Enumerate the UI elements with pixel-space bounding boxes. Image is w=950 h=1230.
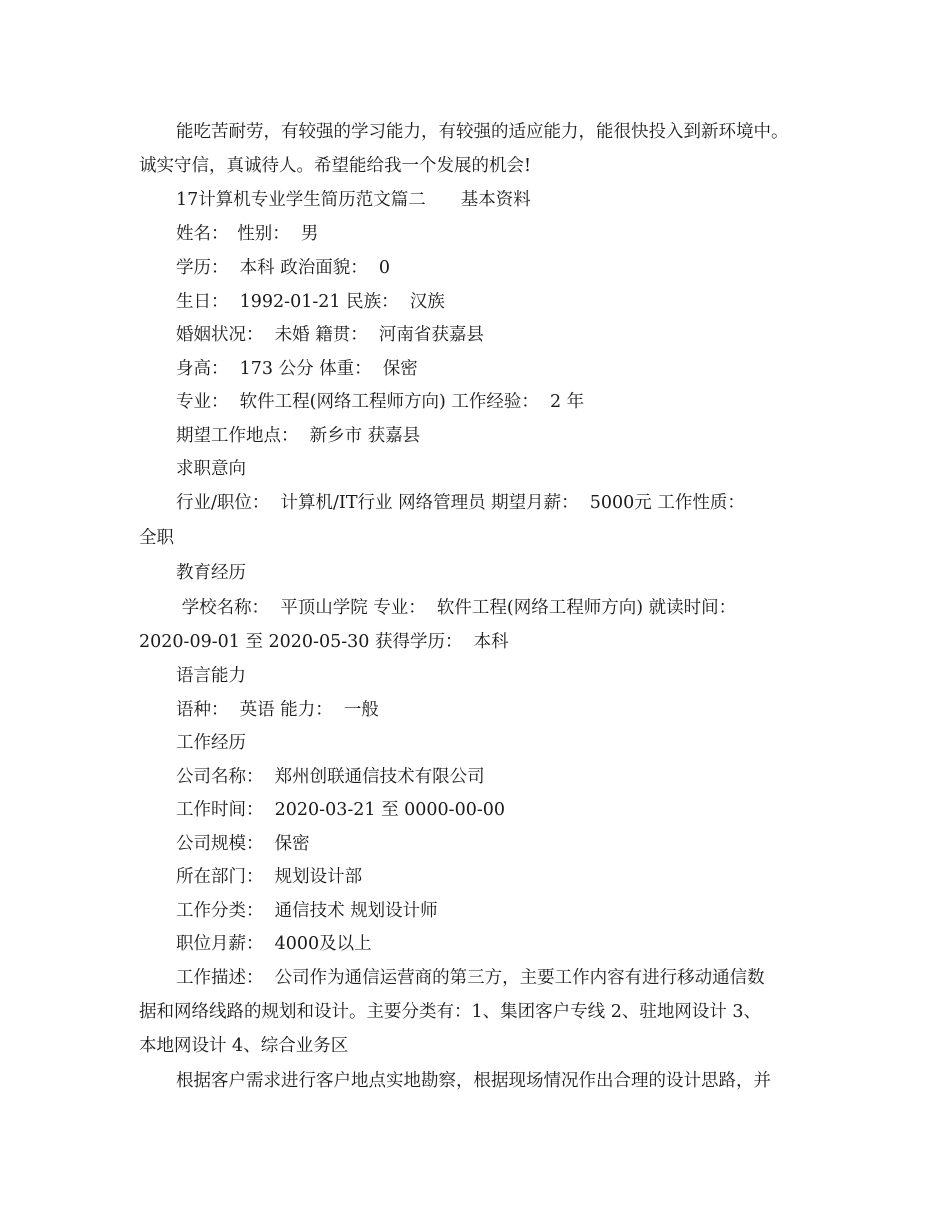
field-line: 姓名： 性别： 男 [176, 224, 319, 244]
section-heading: 工作经历 [176, 733, 246, 753]
field-line: 所在部门： 规划设计部 [176, 867, 363, 887]
field-line: 职位月薪： 4000及以上 [176, 934, 372, 954]
paragraph-line: 据和网络线路的规划和设计。主要分类有：1、集团客户专线 2、驻地网设计 3、 [139, 1002, 762, 1022]
field-line: 学历： 本科 政治面貌： 0 [176, 258, 390, 278]
field-line: 期望工作地点： 新乡市 获嘉县 [176, 426, 421, 446]
field-line: 公司规模： 保密 [176, 834, 310, 854]
paragraph-line: 本地网设计 4、综合业务区 [139, 1036, 349, 1056]
field-line: 婚姻状况： 未婚 籍贯： 河南省获嘉县 [176, 325, 484, 345]
field-line-continuation: 2020-09-01 至 2020-05-30 获得学历： 本科 [139, 632, 509, 652]
field-line: 学校名称： 平顶山学院 专业： 软件工程(网络工程师方向) 就读时间： [176, 598, 737, 618]
field-line: 行业/职位： 计算机/IT行业 网络管理员 期望月薪： 5000元 工作性质： [176, 493, 745, 513]
field-line: 工作时间： 2020-03-21 至 0000-00-00 [176, 800, 506, 820]
paragraph-line: 诚实守信，真诚待人。希望能给我一个发展的机会! [139, 156, 532, 176]
section-heading: 求职意向 [176, 459, 246, 479]
paragraph-line: 工作描述： 公司作为通信运营商的第三方，主要工作内容有进行移动通信数 [176, 968, 765, 988]
field-line: 专业： 软件工程(网络工程师方向) 工作经验： 2 年 [176, 392, 585, 412]
field-line: 工作分类： 通信技术 规划设计师 [176, 901, 438, 921]
field-line: 语种： 英语 能力： 一般 [176, 700, 379, 720]
section-heading-line: 17计算机专业学生简历范文篇二 基本资料 [176, 190, 531, 210]
section-heading: 教育经历 [176, 563, 246, 583]
field-line: 身高： 173 公分 体重： 保密 [176, 359, 418, 379]
field-line-continuation: 全职 [139, 528, 174, 548]
section-heading: 语言能力 [176, 666, 246, 686]
paragraph-line: 能吃苦耐劳，有较强的学习能力，有较强的适应能力，能很快投入到新环境中。 [176, 122, 789, 142]
paragraph-line: 根据客户需求进行客户地点实地勘察，根据现场情况作出合理的设计思路，并 [176, 1071, 771, 1091]
field-line: 生日： 1992-01-21 民族： 汉族 [176, 292, 445, 312]
field-line: 公司名称： 郑州创联通信技术有限公司 [176, 767, 485, 787]
